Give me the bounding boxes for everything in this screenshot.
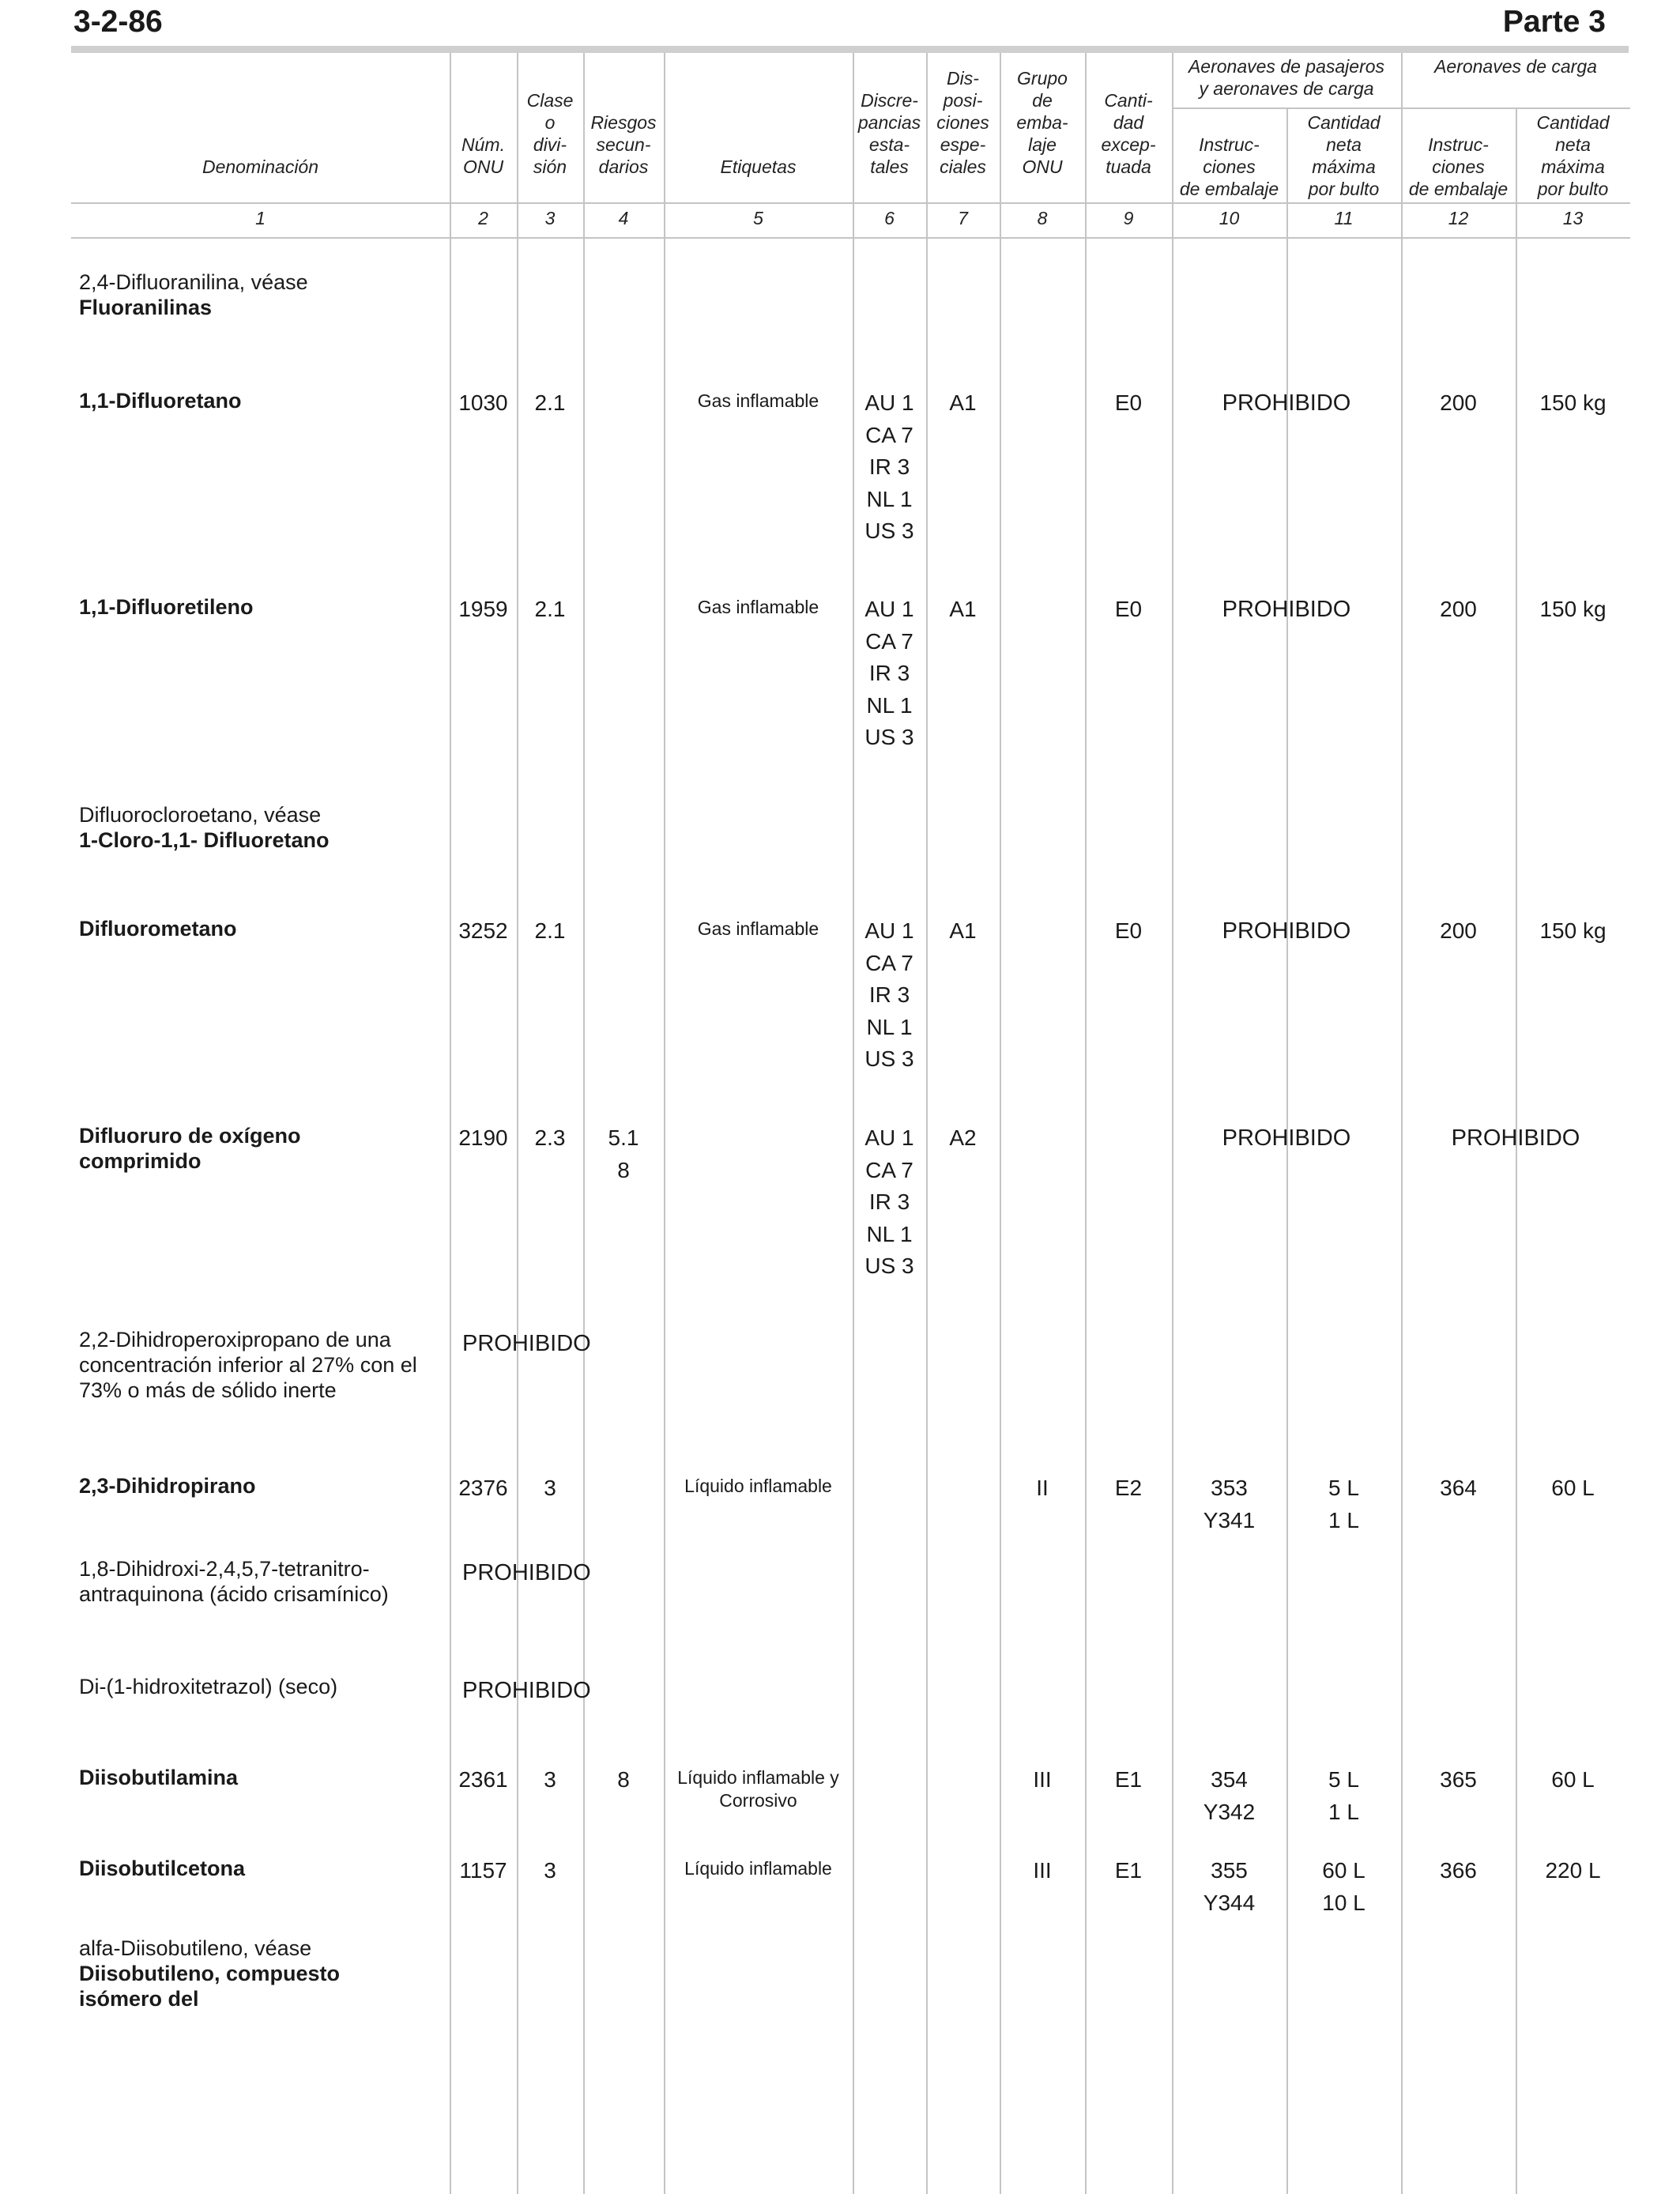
hazard-label bbox=[665, 1857, 851, 1880]
state-variations-line: NL 1 bbox=[866, 486, 913, 511]
header-cargo-max-quantity bbox=[1517, 111, 1629, 200]
entry-name-bold-line: 1,1-Difluoretano bbox=[79, 389, 242, 413]
entry-name-bold-line: isómero del bbox=[79, 1987, 199, 2011]
class-division bbox=[518, 1122, 582, 1155]
subsidiary-risk-line: 5.1 bbox=[608, 1125, 639, 1150]
header-subsidiary-risk bbox=[585, 111, 662, 178]
entry-name-bold-line: Fluoranilinas bbox=[79, 296, 213, 319]
header-un-number bbox=[451, 134, 515, 178]
cargo-max-quantity bbox=[1517, 387, 1629, 420]
state-variations-line: CA 7 bbox=[865, 422, 913, 447]
class-division bbox=[518, 915, 582, 948]
header-subsidiary-risk-line: secun- bbox=[596, 134, 651, 155]
packing-group bbox=[1001, 1764, 1083, 1796]
header-packing-group-line: ONU bbox=[1022, 156, 1063, 177]
packing-group bbox=[1001, 1472, 1083, 1505]
class-division bbox=[518, 387, 582, 420]
pax-max-quantity-line: 10 L bbox=[1322, 1890, 1365, 1915]
header-subsidiary-risk-line: Riesgos bbox=[590, 112, 657, 133]
header-pax-max-quantity-line: por bulto bbox=[1308, 179, 1380, 199]
header-pax-max-quantity bbox=[1288, 111, 1399, 200]
hazard-label bbox=[665, 596, 851, 619]
state-variations-line: AU 1 bbox=[864, 390, 914, 415]
header-pax-max-quantity-line: neta bbox=[1326, 134, 1362, 155]
cargo-prohibited: PROHIBIDO bbox=[1451, 1125, 1580, 1151]
entry-name-line: concentración inferior al 27% con el bbox=[79, 1353, 417, 1377]
entry-name-bold-line: Diisobutileno, compuesto bbox=[79, 1962, 341, 1985]
excepted-quantity-line: E0 bbox=[1114, 918, 1143, 943]
header-pax-max-quantity-line: máxima bbox=[1312, 156, 1376, 177]
header-un-number-line: Núm. bbox=[461, 134, 505, 155]
entry-name-line: Di-(1-hidroxitetrazol) (seco) bbox=[79, 1675, 338, 1698]
special-provisions-line: A2 bbox=[949, 1125, 977, 1150]
packing-group bbox=[1001, 1855, 1083, 1887]
column-number: 1 bbox=[255, 208, 266, 228]
header-passenger-group-line: Aeronaves de pasajeros bbox=[1188, 56, 1385, 77]
column-number: 8 bbox=[1037, 208, 1048, 228]
cargo-max-quantity-line: 150 kg bbox=[1539, 918, 1607, 943]
pax-max-quantity-line: 5 L bbox=[1328, 1767, 1359, 1792]
cargo-max-quantity bbox=[1517, 594, 1629, 626]
hazard-label-line: Gas inflamable bbox=[697, 597, 819, 617]
state-variations-line: NL 1 bbox=[866, 1221, 913, 1246]
special-provisions-line: A1 bbox=[949, 918, 977, 943]
header-cargo-packing-instruction-line: Instruc- bbox=[1428, 134, 1489, 155]
header-passenger-group bbox=[1173, 55, 1399, 100]
cargo-max-quantity-line: 150 kg bbox=[1539, 597, 1607, 621]
pax-max-quantity-line: 5 L bbox=[1328, 1476, 1359, 1500]
header-special-provisions-line: Dis- bbox=[947, 68, 979, 89]
header-packing-group-line: emba- bbox=[1016, 112, 1068, 133]
excepted-quantity-line: E0 bbox=[1114, 390, 1143, 415]
un-number-line: 2361 bbox=[458, 1767, 508, 1792]
special-provisions-line: A1 bbox=[949, 390, 977, 415]
class-division-line: 2.3 bbox=[534, 1125, 566, 1150]
entry-name bbox=[79, 1327, 450, 1403]
forbidden-notice: PROHIBIDO bbox=[462, 1331, 591, 1356]
header-cargo-max-quantity-line: máxima bbox=[1541, 156, 1605, 177]
un-number bbox=[451, 915, 515, 948]
cargo-packing-instruction-line: 365 bbox=[1440, 1767, 1477, 1792]
state-variations-line: US 3 bbox=[864, 518, 914, 544]
state-variations bbox=[854, 1122, 925, 1283]
header-excepted-quantity bbox=[1087, 89, 1170, 178]
state-variations bbox=[854, 594, 925, 754]
column-number: 7 bbox=[958, 208, 968, 228]
entry-name bbox=[79, 1674, 450, 1699]
excepted-quantity bbox=[1087, 387, 1170, 420]
header-cargo-max-quantity-line: por bulto bbox=[1537, 179, 1609, 199]
entry-name bbox=[79, 388, 450, 413]
cargo-packing-instruction-line: 364 bbox=[1440, 1476, 1477, 1500]
state-variations-line: CA 7 bbox=[865, 1157, 913, 1182]
state-variations-line: US 3 bbox=[864, 1046, 914, 1072]
column-number: 4 bbox=[618, 208, 629, 228]
entry-name-line: 73% o más de sólido inerte bbox=[79, 1378, 337, 1402]
column-number: 9 bbox=[1123, 208, 1134, 228]
entry-name-line: 1,8-Dihidroxi-2,4,5,7-tetranitro- bbox=[79, 1557, 370, 1581]
cargo-packing-instruction bbox=[1403, 1472, 1514, 1505]
packing-group-line: III bbox=[1033, 1767, 1052, 1792]
column-number: 12 bbox=[1448, 208, 1469, 228]
excepted-quantity-line: E1 bbox=[1114, 1767, 1143, 1792]
excepted-quantity-line: E2 bbox=[1114, 1476, 1143, 1500]
column-number: 2 bbox=[478, 208, 488, 228]
state-variations-line: IR 3 bbox=[868, 454, 910, 480]
header-cargo-group bbox=[1403, 55, 1629, 77]
header-name-line: Denominación bbox=[202, 156, 319, 177]
hazard-label-line: Líquido inflamable bbox=[684, 1476, 832, 1496]
group-header-rule bbox=[1172, 107, 1630, 109]
excepted-quantity bbox=[1087, 915, 1170, 948]
class-division-line: 2.1 bbox=[534, 390, 566, 415]
header-cargo-packing-instruction bbox=[1403, 134, 1514, 200]
un-number bbox=[451, 594, 515, 626]
state-variations-line: IR 3 bbox=[868, 661, 910, 686]
un-number bbox=[451, 387, 515, 420]
entry-name-bold-line: Difluorometano bbox=[79, 917, 237, 941]
column-number: 10 bbox=[1219, 208, 1240, 228]
cargo-max-quantity-line: 150 kg bbox=[1539, 390, 1607, 415]
header-class bbox=[518, 89, 582, 178]
state-variations bbox=[854, 915, 925, 1076]
header-pax-packing-instruction bbox=[1173, 134, 1285, 200]
column-number: 13 bbox=[1562, 208, 1584, 228]
header-cargo-max-quantity-line: neta bbox=[1555, 134, 1591, 155]
packing-group-line: III bbox=[1033, 1858, 1052, 1883]
header-state-variations-line: tales bbox=[870, 156, 909, 177]
header-state-variations-line: esta- bbox=[868, 134, 910, 155]
un-number-line: 2376 bbox=[458, 1476, 508, 1500]
packing-group-line: II bbox=[1036, 1476, 1049, 1500]
un-number-line: 1959 bbox=[458, 597, 508, 621]
excepted-quantity bbox=[1087, 1764, 1170, 1796]
hazard-label bbox=[665, 918, 851, 941]
state-variations-line: US 3 bbox=[864, 725, 914, 750]
entry-name bbox=[79, 1556, 450, 1607]
header-class-line: Clase bbox=[526, 90, 574, 111]
header-class-line: divi- bbox=[533, 134, 567, 155]
hazard-label-line: Gas inflamable bbox=[697, 390, 819, 411]
state-variations-line: NL 1 bbox=[866, 1014, 913, 1039]
header-labels bbox=[665, 156, 851, 178]
pax-max-quantity-line: 60 L bbox=[1322, 1858, 1365, 1883]
pax-packing-instruction bbox=[1173, 1472, 1285, 1536]
state-variations-line: IR 3 bbox=[868, 982, 910, 1008]
excepted-quantity-line: E1 bbox=[1114, 1858, 1143, 1883]
number-row-rule bbox=[71, 237, 1630, 239]
header-un-number-line: ONU bbox=[462, 156, 504, 177]
class-division-line: 3 bbox=[544, 1858, 556, 1883]
cargo-max-quantity-line: 60 L bbox=[1551, 1476, 1595, 1500]
pax-prohibited: PROHIBIDO bbox=[1222, 597, 1351, 622]
hazard-label bbox=[665, 1475, 851, 1498]
special-provisions bbox=[928, 915, 998, 948]
state-variations-line: AU 1 bbox=[864, 1125, 914, 1150]
un-number-line: 1030 bbox=[458, 390, 508, 415]
entry-name bbox=[79, 1765, 450, 1790]
cargo-max-quantity bbox=[1517, 915, 1629, 948]
hazard-label-line: Gas inflamable bbox=[697, 918, 819, 939]
cargo-packing-instruction-line: 366 bbox=[1440, 1858, 1477, 1883]
hazard-label bbox=[665, 390, 851, 413]
class-division bbox=[518, 1855, 582, 1887]
entry-name-bold-line: Diisobutilcetona bbox=[79, 1857, 246, 1880]
header-state-variations bbox=[854, 89, 925, 178]
header-excepted-quantity-line: Canti- bbox=[1104, 90, 1153, 111]
un-number bbox=[451, 1855, 515, 1887]
forbidden-notice: PROHIBIDO bbox=[462, 1678, 591, 1703]
pax-max-quantity-line: 1 L bbox=[1328, 1799, 1359, 1824]
pax-packing-instruction-line: Y342 bbox=[1203, 1799, 1256, 1824]
hazard-label-line: Líquido inflamable bbox=[684, 1858, 832, 1879]
class-division-line: 2.1 bbox=[534, 918, 566, 943]
header-excepted-quantity-line: dad bbox=[1113, 112, 1144, 133]
state-variations-line: AU 1 bbox=[864, 597, 914, 621]
special-provisions bbox=[928, 1122, 998, 1155]
entry-name bbox=[79, 270, 450, 320]
header-packing-group bbox=[1001, 67, 1083, 178]
pax-max-quantity bbox=[1288, 1472, 1399, 1536]
column-number: 5 bbox=[753, 208, 763, 228]
column-number: 3 bbox=[544, 208, 556, 228]
cargo-packing-instruction bbox=[1403, 1764, 1514, 1796]
cargo-packing-instruction bbox=[1403, 594, 1514, 626]
top-rule bbox=[71, 46, 1629, 53]
pax-packing-instruction-line: 354 bbox=[1211, 1767, 1248, 1792]
un-number-line: 2190 bbox=[458, 1125, 508, 1150]
un-number-line: 3252 bbox=[458, 918, 508, 943]
header-pax-max-quantity-line: Cantidad bbox=[1307, 112, 1381, 133]
header-passenger-group-line: y aeronaves de carga bbox=[1199, 78, 1374, 99]
state-variations bbox=[854, 387, 925, 548]
entry-name bbox=[79, 1123, 450, 1174]
pax-packing-instruction-line: Y344 bbox=[1203, 1890, 1256, 1915]
pax-packing-instruction bbox=[1173, 1764, 1285, 1828]
header-bottom-rule bbox=[71, 202, 1630, 204]
cargo-packing-instruction bbox=[1403, 387, 1514, 420]
entry-name bbox=[79, 802, 450, 853]
header-cargo-max-quantity-line: Cantidad bbox=[1536, 112, 1610, 133]
pax-max-quantity bbox=[1288, 1855, 1399, 1919]
pax-packing-instruction-line: 355 bbox=[1211, 1858, 1248, 1883]
header-pax-packing-instruction-line: Instruc- bbox=[1199, 134, 1260, 155]
pax-max-quantity-line: 1 L bbox=[1328, 1507, 1359, 1532]
header-cargo-packing-instruction-line: de embalaje bbox=[1408, 179, 1509, 199]
header-pax-packing-instruction-line: de embalaje bbox=[1179, 179, 1279, 199]
header-name bbox=[73, 156, 448, 178]
header-state-variations-line: pancias bbox=[857, 112, 921, 133]
un-number bbox=[451, 1122, 515, 1155]
header-special-provisions-line: ciones bbox=[936, 112, 989, 133]
cargo-packing-instruction bbox=[1403, 915, 1514, 948]
excepted-quantity bbox=[1087, 1472, 1170, 1505]
entry-name bbox=[79, 594, 450, 620]
un-number-line: 1157 bbox=[459, 1858, 507, 1883]
state-variations-line: NL 1 bbox=[866, 692, 913, 718]
cargo-packing-instruction bbox=[1403, 1855, 1514, 1887]
pax-packing-instruction-line: Y341 bbox=[1203, 1507, 1256, 1532]
entry-name-bold-line: 1-Cloro-1,1- Difluoretano bbox=[79, 828, 330, 852]
state-variations-line: CA 7 bbox=[865, 628, 913, 654]
header-cargo-group-line: Aeronaves de carga bbox=[1434, 56, 1597, 77]
subsidiary-risk-line: 8 bbox=[617, 1767, 630, 1792]
entry-name bbox=[79, 1856, 450, 1881]
entry-name-line: Difluorocloroetano, véase bbox=[79, 803, 322, 827]
excepted-quantity bbox=[1087, 1855, 1170, 1887]
header-special-provisions-line: espe- bbox=[940, 134, 986, 155]
header-packing-group-line: laje bbox=[1028, 134, 1057, 155]
state-variations-line: AU 1 bbox=[864, 918, 914, 943]
pax-prohibited: PROHIBIDO bbox=[1222, 918, 1351, 944]
un-number bbox=[451, 1764, 515, 1796]
header-special-provisions bbox=[928, 67, 998, 178]
hazard-label-line: Líquido inflamable y bbox=[677, 1767, 839, 1788]
cargo-packing-instruction-line: 200 bbox=[1440, 597, 1477, 621]
header-labels-line: Etiquetas bbox=[720, 156, 797, 177]
entry-name-bold-line: Difluoruro de oxígeno bbox=[79, 1124, 301, 1148]
subsidiary-risk bbox=[585, 1122, 662, 1186]
header-packing-group-line: Grupo bbox=[1017, 68, 1068, 89]
header-packing-group-line: de bbox=[1032, 90, 1053, 111]
class-division-line: 3 bbox=[544, 1767, 556, 1792]
hazard-label bbox=[665, 1766, 851, 1812]
header-state-variations-line: Discre- bbox=[861, 90, 918, 111]
cargo-packing-instruction-line: 200 bbox=[1440, 390, 1477, 415]
cargo-max-quantity-line: 60 L bbox=[1551, 1767, 1595, 1792]
entry-name bbox=[79, 1936, 450, 2011]
header-class-line: sión bbox=[533, 156, 567, 177]
pax-max-quantity bbox=[1288, 1764, 1399, 1828]
cargo-max-quantity bbox=[1517, 1472, 1629, 1505]
state-variations-line: US 3 bbox=[864, 1253, 914, 1279]
page-number: 3-2-86 bbox=[73, 5, 163, 39]
entry-name bbox=[79, 916, 450, 941]
part-label: Parte 3 bbox=[1502, 5, 1606, 39]
cargo-packing-instruction-line: 200 bbox=[1440, 918, 1477, 943]
entry-name-bold-line: Diisobutilamina bbox=[79, 1766, 239, 1789]
excepted-quantity bbox=[1087, 594, 1170, 626]
class-division-line: 3 bbox=[544, 1476, 556, 1500]
pax-prohibited: PROHIBIDO bbox=[1222, 390, 1351, 416]
header-excepted-quantity-line: excep- bbox=[1101, 134, 1156, 155]
state-variations-line: IR 3 bbox=[868, 1189, 910, 1215]
pax-packing-instruction bbox=[1173, 1855, 1285, 1919]
special-provisions bbox=[928, 387, 998, 420]
subsidiary-risk-line: 8 bbox=[617, 1157, 630, 1182]
cargo-max-quantity-line: 220 L bbox=[1545, 1858, 1601, 1883]
cargo-max-quantity bbox=[1517, 1764, 1629, 1796]
state-variations-line: CA 7 bbox=[865, 950, 913, 975]
special-provisions bbox=[928, 594, 998, 626]
entry-name-bold-line: 1,1-Difluoretileno bbox=[79, 595, 254, 619]
header-subsidiary-risk-line: darios bbox=[598, 156, 649, 177]
entry-name-line: 2,2-Dihidroperoxipropano de una bbox=[79, 1328, 391, 1351]
column-number: 11 bbox=[1334, 208, 1354, 228]
entry-name-line: alfa-Diisobutileno, véase bbox=[79, 1936, 312, 1960]
subsidiary-risk bbox=[585, 1764, 662, 1796]
class-division bbox=[518, 594, 582, 626]
header-excepted-quantity-line: tuada bbox=[1106, 156, 1151, 177]
cargo-max-quantity bbox=[1517, 1855, 1629, 1887]
special-provisions-line: A1 bbox=[949, 597, 977, 621]
excepted-quantity-line: E0 bbox=[1114, 597, 1143, 621]
entry-name-bold-line: 2,3-Dihidropirano bbox=[79, 1474, 256, 1498]
class-division bbox=[518, 1472, 582, 1505]
class-division bbox=[518, 1764, 582, 1796]
class-division-line: 2.1 bbox=[534, 597, 566, 621]
forbidden-notice: PROHIBIDO bbox=[462, 1560, 591, 1585]
column-number: 6 bbox=[884, 208, 895, 228]
pax-prohibited: PROHIBIDO bbox=[1222, 1125, 1351, 1151]
header-pax-packing-instruction-line: ciones bbox=[1203, 156, 1256, 177]
un-number bbox=[451, 1472, 515, 1505]
hazard-label-line: Corrosivo bbox=[719, 1790, 797, 1811]
entry-name bbox=[79, 1473, 450, 1498]
pax-packing-instruction-line: 353 bbox=[1211, 1476, 1248, 1500]
header-special-provisions-line: ciales bbox=[940, 156, 986, 177]
header-cargo-packing-instruction-line: ciones bbox=[1432, 156, 1485, 177]
entry-name-line: antraquinona (ácido crisamínico) bbox=[79, 1582, 389, 1606]
entry-name-line: 2,4-Difluoranilina, véase bbox=[79, 270, 308, 294]
header-special-provisions-line: posi- bbox=[943, 90, 983, 111]
entry-name-bold-line: comprimido bbox=[79, 1149, 202, 1173]
header-class-line: o bbox=[544, 112, 556, 133]
